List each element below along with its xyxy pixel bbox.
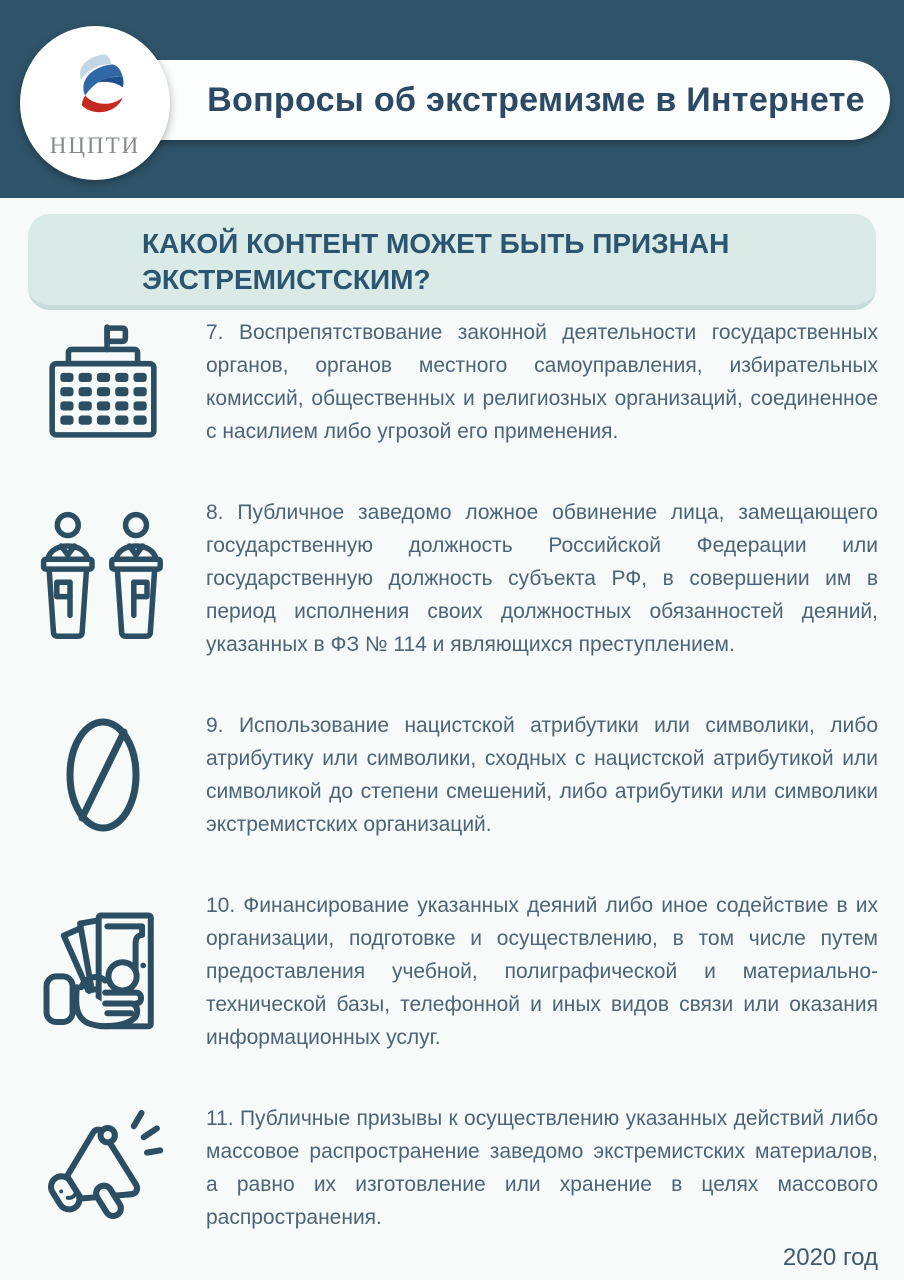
item-text: 9. Использование нацистской атрибутики или символики, либо атрибутику или символики, сходных с нацистской атрибутикой или символикой до степени смешений, либо атрибутики или символики экстремистских организаций. [206,714,878,836]
year-label: 2020 год [782,1244,878,1271]
money-in-hand-icon [37,909,169,1035]
ncpti-swirl-icon [53,48,137,130]
ncpti-logo [20,26,170,180]
list-item [0,1102,904,1234]
item-text: 7. Воспрепятствование законной деятельности государственных органов, органов местного самоуправления, избирательных комиссий, общественных и религиозных организаций, соединенное с насилием либо угрозой его применения. [206,321,878,443]
list-item [0,316,904,448]
item-text: 8. Публичное заведомо ложное обвинение лица, замещающего государственную должность Российской Федерации или государственную должность субъекта РФ, в совершении им в период исполнения своих должностных обязанностей деяний, указанных в ФЗ № 114 и являющихся преступлением. [206,501,878,656]
list-item [0,496,904,661]
item-text: 11. Публичные призывы к осуществлению указанных действий либо массовое распространение заведомо экстремистских материалов, а равно их изготовление или хранение в целях массового распространения. [206,1107,878,1229]
item-text: 10. Финансирование указанных деяний либо иное содействие в их организации, подготовке и осуществлению, в том числе путем предоставления учебной, полиграфической и материально-технической базы, телефонной и иных видов связи или оказания информационных услуг. [206,894,878,1049]
title-pill [96,60,890,140]
items-list [0,316,904,1280]
speakers-podium-icon [37,509,169,649]
section-heading-text: КАКОЙ КОНТЕНТ МОЖЕТ БЫТЬ ПРИЗНАН ЭКСТРЕМИСТСКИМ? [142,228,730,295]
section-heading-box [28,214,876,310]
logo-caption: НЦПТИ [49,132,141,158]
list-item [0,709,904,841]
list-item [0,889,904,1054]
megaphone-icon [37,1102,169,1234]
header-bar [0,0,904,198]
page-title: Вопросы об экстремизме в Интернете [207,80,865,119]
government-building-icon [40,321,166,443]
prohibition-sign-icon [64,716,142,834]
